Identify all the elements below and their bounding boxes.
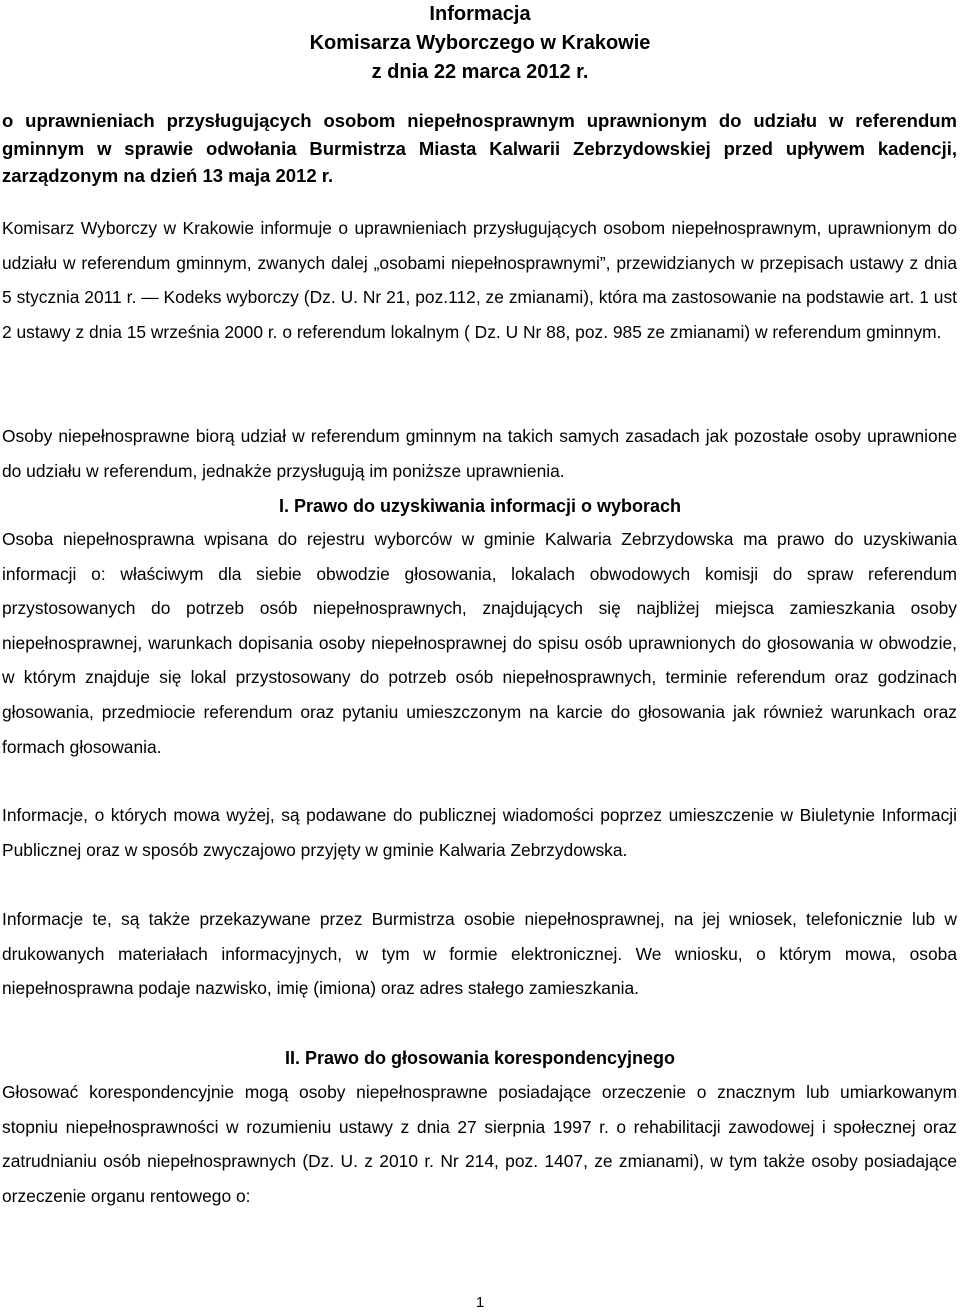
section-1-paragraph-1: Osoba niepełnosprawna wpisana do rejestru wyborców w gminie Kalwaria Zebrzydowska ma prawo do uzyskiwania informacji o: właściwym dla siebie obwodzie głosowania, lokalach obwodowych komisji do spraw referendum przystosowanych do potrzeb osób niepełnosprawnych, znajdujących się najbliżej miejsca zamieszkania osoby niepełnosprawnej, warunkach dopisania osoby niepełnosprawnej do spisu osób uprawnionych do głosowania w obwodzie, w którym znajduje się lokal przystosowany do potrzeb osób niepełnosprawnych, terminie referendum oraz godzinach głosowania, przedmiocie referendum oraz pytaniu umieszczonym na karcie do głosowania jak również warunkach oraz formach głosowania.	[2, 529, 957, 757]
intro-paragraph: Komisarz Wyborczy w Krakowie informuje o uprawnieniach przysługujących osobom niepełnosprawnym, uprawnionym do udziału w referendum gminnym, zwanych dalej „osobami niepełnosprawnymi”, przewidzianych w przepisach ustawy z dnia 5 stycznia 2011 r. — Kodeks wyborczy (Dz. U. Nr 21, poz.112, ze zmianami), która ma zastosowanie na podstawie art. 1 ust 2 ustawy z dnia 15 września 2000 r. o referendum lokalnym ( Dz. U Nr 88, poz. 985 ze zmianami) w referendum gminnym.	[2, 218, 957, 342]
section-1-heading: I. Prawo do uzyskiwania informacji o wyborach	[278, 496, 682, 516]
title-line-2: Komisarza Wyborczego w Krakowie	[309, 32, 651, 54]
section-1-paragraph-3: Informacje te, są także przekazywane przez Burmistrza osobie niepełnosprawnej, na jej wniosek, telefonicznie lub w drukowanych materiałach informacyjnych, w tym w formie elektronicznej. We wniosku, o którym mowa, osoba niepełnosprawna podaje nazwisko, imię (imiona) oraz adres stałego zamieszkania.	[2, 909, 957, 999]
page-number: 1	[475, 1294, 485, 1311]
document-title	[0, 0, 960, 87]
document-subject: o uprawnieniach przysługujących osobom niepełnosprawnym uprawnionym do udziału w referendum gminnym w sprawie odwołania Burmistrza Miasta Kalwarii Zebrzydowskiej przed upływem kadencji, zarządzonym na dzień 13 maja 2012 r.	[2, 110, 957, 186]
title-line-3: z dnia 22 marca 2012 r.	[371, 61, 589, 83]
section-2-heading: II. Prawo do głosowania korespondencyjnego	[284, 1048, 676, 1068]
section-1-paragraph-2: Informacje, o których mowa wyżej, są podawane do publicznej wiadomości poprzez umieszczenie w Biuletynie Informacji Publicznej oraz w sposób zwyczajowo przyjęty w gminie Kalwaria Zebrzydowska.	[2, 805, 957, 860]
general-paragraph: Osoby niepełnosprawne biorą udział w referendum gminnym na takich samych zasadach jak pozostałe osoby uprawnione do udziału w referendum, jednakże przysługują im poniższe uprawnienia.	[2, 426, 957, 481]
section-2-paragraph-1: Głosować korespondencyjnie mogą osoby niepełnosprawne posiadające orzeczenie o znacznym lub umiarkowanym stopniu niepełnosprawności w rozumieniu ustawy z dnia 27 sierpnia 1997 r. o rehabilitacji zawodowej i społecznej oraz zatrudnianiu osób niepełnosprawnych (Dz. U. z 2010 r. Nr 214, poz. 1407, ze zmianami), w tym także osoby posiadające orzeczenie organu rentowego o:	[2, 1082, 957, 1206]
title-line-1: Informacja	[429, 3, 531, 25]
